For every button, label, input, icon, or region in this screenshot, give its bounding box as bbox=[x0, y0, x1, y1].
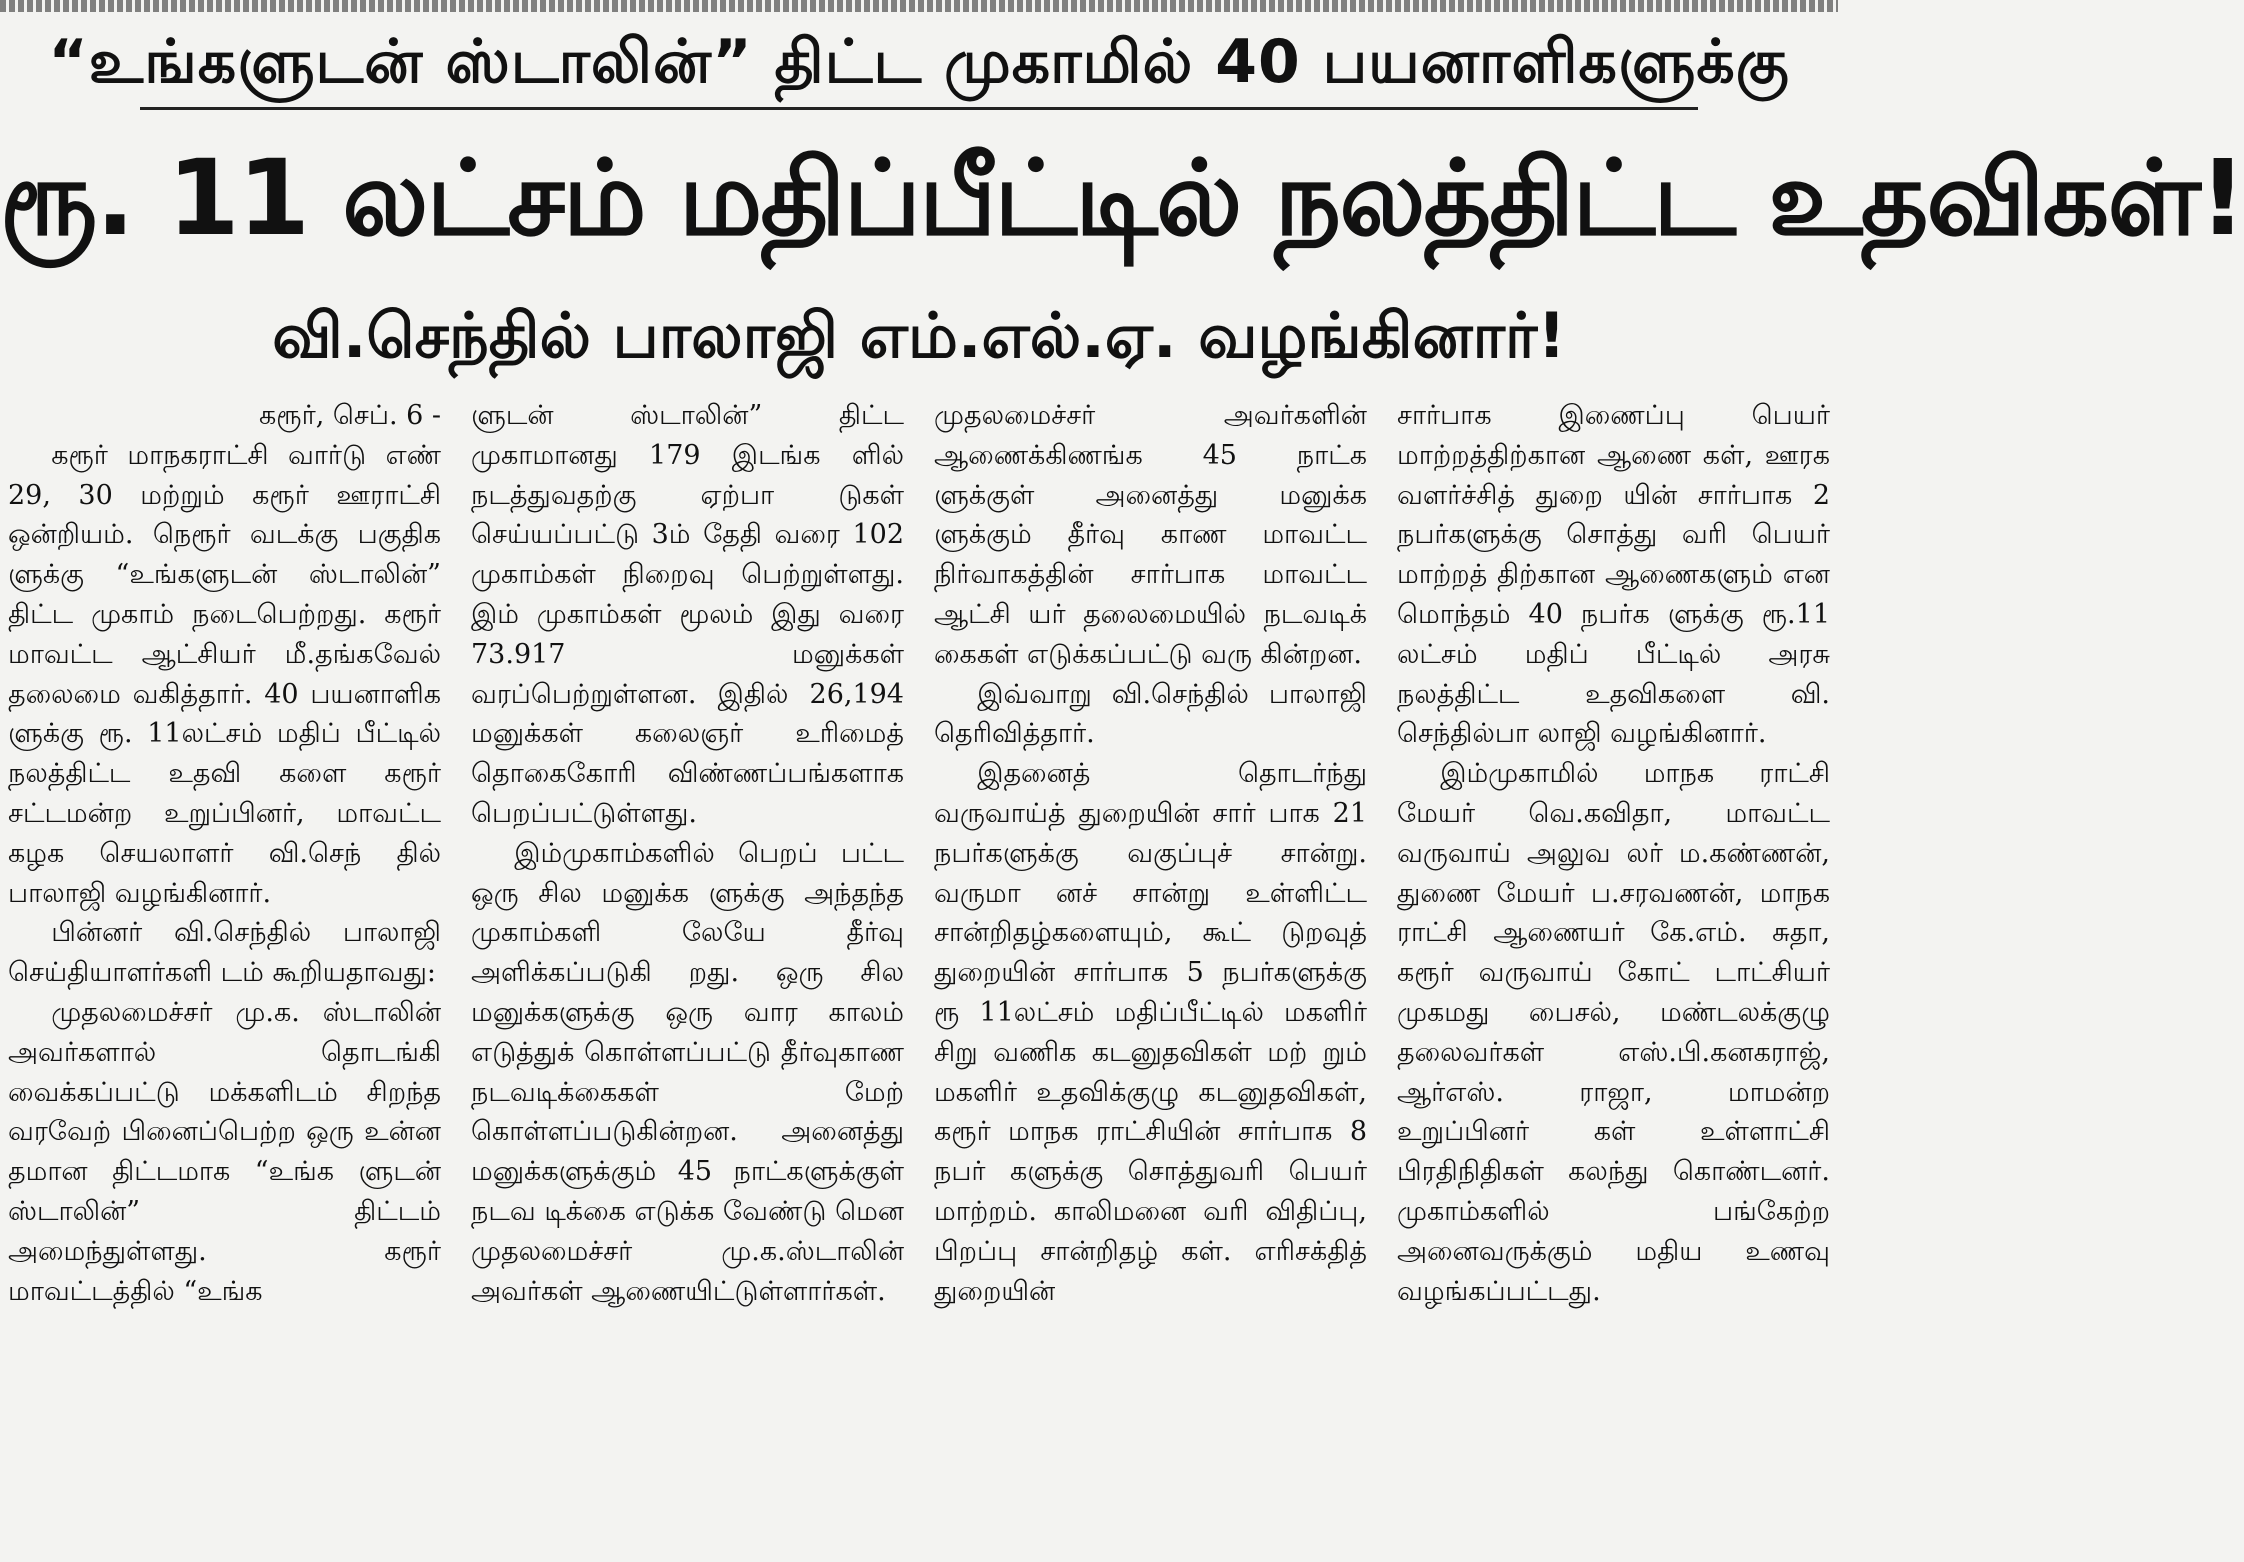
main-headline: ரூ. 11 லட்சம் மதிப்பீட்டில் நலத்திட்ட உதவிகள்! bbox=[0, 137, 2244, 259]
paragraph: இதனைத் தொடர்ந்து வருவாய்த் துறையின் சார் பாக 21 நபர்களுக்கு வகுப்புச் சான்று. வருமா னச் சான்று உள்ளிட்ட சான்றிதழ்களையும், கூட் டுறவுத் துறையின் சார்பாக 5 நபர்களுக்கு ரூ 11லட்சம் மதிப்பீட்டில் மகளிர் சிறு வணிக கடனுதவிகள் மற் றும் மகளிர் உதவிக்குழு கடனுதவிகள், கரூர் மாநக ராட்சியின் சார்பாக 8 நபர் களுக்கு சொத்துவரி பெயர் மாற்றம். காலிமனை வரி விதிப்பு, பிறப்பு சான்றிதழ் கள். எரிசக்தித் துறையின் bbox=[934, 758, 1367, 1307]
paragraph: இவ்வாறு வி.செந்தில் பாலாஜி தெரிவித்தார். bbox=[934, 678, 1367, 750]
article-column-2 bbox=[471, 396, 904, 1558]
kicker-headline: “உங்களுடன் ஸ்டாலின்” திட்ட முகாமில் 40 பயனாளிகளுக்கு bbox=[48, 27, 1790, 97]
top-border-strip bbox=[0, 0, 1838, 12]
article-column-3 bbox=[934, 396, 1367, 1558]
sub-headline: வி.செந்தில் பாலாஜி எம்.எல்.ஏ. வழங்கினார்! bbox=[272, 299, 1566, 372]
paragraph: இம்முகாம்களில் பெறப் பட்ட ஒரு சில மனுக்க ளுக்கு அந்தந்த முகாம்களி லேயே தீர்வு அளிக்கப்படுகி றது. ஒரு சில மனுக்களுக்கு ஒரு வார காலம் எடுத்துக் கொள்ளப்பட்டு தீர்வுகாண நடவடிக்கைகள் மேற் கொள்ளப்படுகின்றன. அனைத்து மனுக்களுக்கும் 45 நாட்களுக்குள் நடவ டிக்கை எடுக்க வேண்டு மென முதலமைச்சர் மு.க.ஸ்டாலின் அவர்கள் ஆணையிட்டுள்ளார்கள். bbox=[471, 837, 904, 1307]
paragraph: இம்முகாமில் மாநக ராட்சி மேயர் வெ.கவிதா, மாவட்ட வருவாய் அலுவ லர் ம.கண்ணன், துணை மேயர் ப.சரவணன், மாநக ராட்சி ஆணையர் கே.எம். சுதா, கரூர் வருவாய் கோட் டாட்சியர் முகமது பைசல், மண்டலக்குழு தலைவர்கள் எஸ்.பி.கனகராஜ், ஆர்எஸ். ராஜா, மாமன்ற உறுப்பினர் கள் உள்ளாட்சி பிரதிநிதிகள் கலந்து கொண்டனர். முகாம்களில் பங்கேற்ற அனைவருக்கும் மதிய உணவு வழங்கப்பட்டது. bbox=[1397, 758, 1830, 1307]
dateline: கரூர், செப். 6 - bbox=[259, 400, 441, 431]
paragraph: முதலமைச்சர் மு.க. ஸ்டாலின் அவர்களால் தொடங்கி வைக்கப்பட்டு மக்களிடம் சிறந்த வரவேற் பினைப்பெற்ற ஒரு உன்ன தமான திட்டமாக “உங்க ளுடன் ஸ்டாலின்” திட்டம் அமைந்துள்ளது. கரூர் மாவட்டத்தில் “உங்க bbox=[8, 996, 441, 1307]
paragraph: சார்பாக இணைப்பு பெயர் மாற்றத்திற்கான ஆணை கள், ஊரக வளர்ச்சித் துறை யின் சார்பாக 2 நபர்களுக்கு சொத்து வரி பெயர் மாற்றத் திற்கான ஆணைகளும் என மொந்தம் 40 நபர்க ளுக்கு ரூ.11 லட்சம் மதிப் பீட்டில் அரசு நலத்திட்ட உதவிகளை வி. செந்தில்பா லாஜி வழங்கினார். bbox=[1397, 400, 1830, 750]
kicker-rule bbox=[140, 107, 1698, 110]
paragraph: முதலமைச்சர் அவர்களின் ஆணைக்கிணங்க 45 நாட்க ளுக்குள் அனைத்து மனுக்க ளுக்கும் தீர்வு காண மாவட்ட நிர்வாகத்தின் சார்பாக மாவட்ட ஆட்சி யர் தலைமையில் நடவடிக் கைகள் எடுக்கப்பட்டு வரு கின்றன. bbox=[934, 400, 1367, 670]
article-column-4 bbox=[1397, 396, 1830, 1558]
paragraph: ளுடன் ஸ்டாலின்” திட்ட முகாமானது 179 இடங்க ளில் நடத்துவதற்கு ஏற்பா டுகள் செய்யப்பட்டு 3ம் தேதி வரை 102 முகாம்கள் நிறைவு பெற்றுள்ளது. இம் முகாம்கள் மூலம் இது வரை 73.917 மனுக்கள் வரப்பெற்றுள்ளன. இதில் 26,194 மனுக்கள் கலைஞர் உரிமைத் தொகைகோரி விண்ணப்பங்களாக பெறப்பட்டுள்ளது. bbox=[471, 400, 904, 829]
article-body bbox=[8, 396, 1830, 1558]
paragraph: கரூர் மாநகராட்சி வார்டு எண் 29, 30 மற்றும் கரூர் ஊராட்சி ஒன்றியம். நெரூர் வடக்கு பகுதிக ளுக்கு “உங்களுடன் ஸ்டாலின்” திட்ட முகாம் நடைபெற்றது. கரூர் மாவட்ட ஆட்சியர் மீ.தங்கவேல் தலைமை வகித்தார். 40 பயனாளிக ளுக்கு ரூ. 11லட்சம் மதிப் பீட்டில் நலத்திட்ட உதவி களை கரூர் சட்டமன்ற உறுப்பினர், மாவட்ட கழக செயலாளர் வி.செந் தில் பாலாஜி வழங்கினார். bbox=[8, 439, 441, 909]
article-column-1 bbox=[8, 396, 441, 1558]
paragraph: பின்னர் வி.செந்தில் பாலாஜி செய்தியாளர்களி டம் கூறியதாவது: bbox=[8, 917, 441, 989]
